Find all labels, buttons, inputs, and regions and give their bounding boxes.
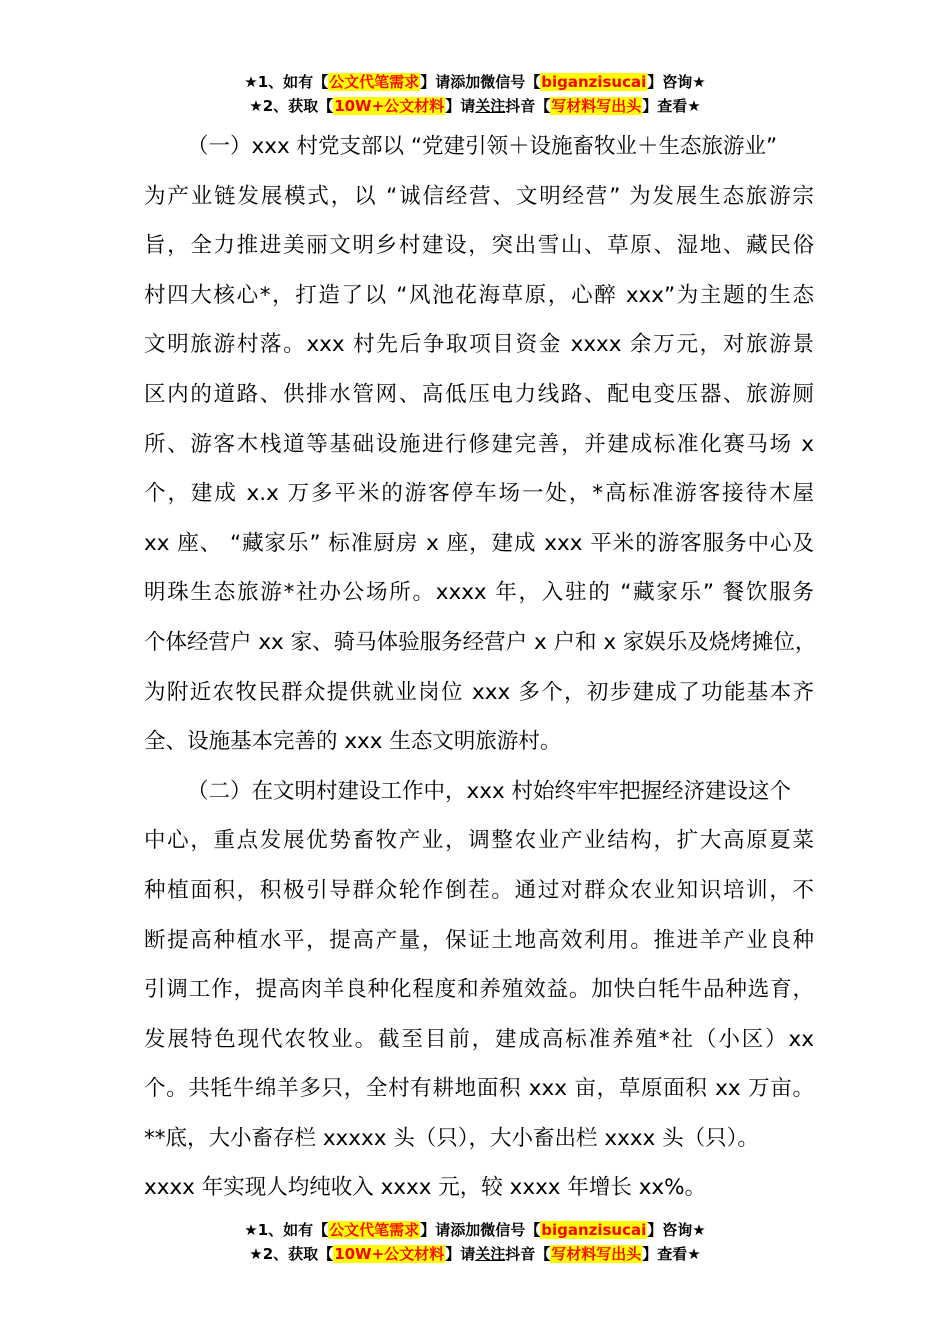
text-line: 为附近农牧民群众提供就业岗位 xxx 多个，初步建成了功能基本齐 (144, 679, 814, 705)
highlight-wechat-id: biganzisucai (541, 73, 647, 91)
promo-line-1: ★1、如有【公文代笔需求】请添加微信号【biganzisucai】咨询★ (244, 73, 706, 91)
highlight-douyin-account: 写材料写出头 (551, 1245, 642, 1263)
text-line: xx 座、 “藏家乐” 标准厨房 x 座，建成 xxx 平米的游客服务中心及 (144, 530, 814, 556)
text-line: **底，大小畜存栏 xxxxx 头（只），大小畜出栏 xxxx 头（只）。 (144, 1125, 759, 1151)
text-line: （一）xxx 村党支部以 “党建引领＋设施畜牧业＋生态旅游业” (187, 134, 778, 159)
highlight-materials: 10W+公文材料 (334, 1245, 445, 1263)
promo-line-2: ★2、获取【10W+公文材料】请关注抖音【写材料写出头】查看★ (249, 1245, 701, 1263)
follow-text: 关注 (475, 97, 506, 115)
text-line: 种植面积，积极引导群众轮作倒茬。通过对群众农业知识培训，不 (144, 877, 814, 903)
text-line: 为产业链发展模式，以 “诚信经营、文明经营” 为发展生态旅游宗 (144, 183, 814, 209)
paragraph-1 (144, 122, 817, 767)
text-line: 文明旅游村落。xxx 村先后争取项目资金 xxxx 余万元，对旅游景 (144, 332, 814, 358)
highlight-materials: 10W+公文材料 (334, 97, 445, 115)
text-line: 村四大核心*，打造了以 “风池花海草原，心醉 xxx”为主题的生态 (144, 282, 814, 308)
text-line: 区内的道路、供排水管网、高低压电力线路、配电变压器、旅游厕 (144, 381, 814, 407)
highlight-service: 公文代笔需求 (329, 73, 420, 91)
promo-line-2: ★2、获取【10W+公文材料】请关注抖音【写材料写出头】查看★ (249, 97, 701, 115)
paragraph-2 (144, 767, 814, 1213)
promo-footer (0, 1218, 950, 1266)
text-line: 所、游客木栈道等基础设施进行修建完善，并建成标准化赛马场 x (144, 431, 814, 457)
text-line: 个体经营户 xx 家、骑马体验服务经营户 x 户和 x 家娱乐及烧烤摊位， (144, 629, 817, 655)
text-line: 中心，重点发展优势畜牧产业，调整农业产业结构，扩大高原夏菜 (144, 828, 814, 854)
promo-line-1: ★1、如有【公文代笔需求】请添加微信号【biganzisucai】咨询★ (244, 1221, 706, 1239)
highlight-wechat-id: biganzisucai (541, 1221, 647, 1239)
highlight-service: 公文代笔需求 (329, 1221, 420, 1239)
text-line: 发展特色现代农牧业。截至目前，建成高标准养殖*社（小区）xx (144, 1026, 814, 1052)
text-line: 全、设施基本完善的 xxx 生态文明旅游村。 (144, 729, 562, 755)
text-line: 个。共牦牛绵羊多只，全村有耕地面积 xxx 亩，草原面积 xx 万亩。 (144, 1076, 814, 1102)
text-line: 明珠生态旅游*社办公场所。xxxx 年，入驻的 “藏家乐” 餐饮服务 (144, 580, 814, 606)
text-line: 个，建成 x.x 万多平米的游客停车场一处，*高标准游客接待木屋 (144, 481, 814, 507)
text-line: （二）在文明村建设工作中，xxx 村始终牢牢把握经济建设这个 (187, 778, 792, 804)
follow-text: 关注 (475, 1245, 506, 1263)
text-line: 旨，全力推进美丽文明乡村建设，突出雪山、草原、湿地、藏民俗 (144, 233, 814, 259)
text-line: 断提高种植水平，提高产量，保证土地高效利用。推进羊产业良种 (144, 927, 814, 953)
text-line: xxxx 年实现人均纯收入 xxxx 元，较 xxxx 年增长 xx%。 (144, 1175, 707, 1201)
document-body (144, 122, 817, 1213)
text-line: 引调工作，提高肉羊良种化程度和养殖效益。加快白牦牛品种选育， (144, 977, 814, 1003)
promo-header (0, 70, 950, 118)
highlight-douyin-account: 写材料写出头 (551, 97, 642, 115)
